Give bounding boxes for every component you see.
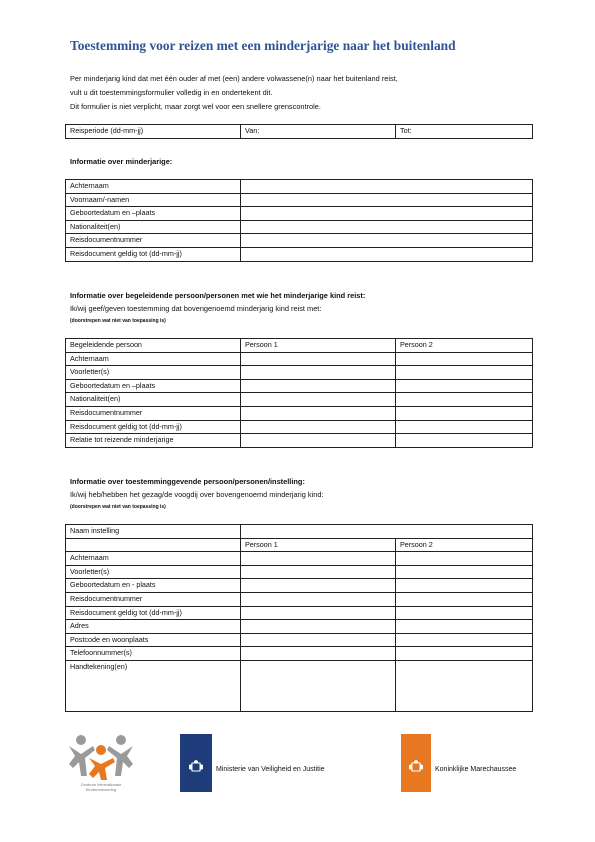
period-to-label: Tot: bbox=[400, 126, 412, 135]
consent-note: (doorstrepen wat niet van toepassing is) bbox=[70, 504, 166, 510]
signature-field-p2[interactable] bbox=[396, 660, 533, 711]
institution-label: Naam instelling bbox=[66, 525, 241, 539]
consent-row-label: Adres bbox=[66, 620, 241, 634]
kmar-logo-bar bbox=[401, 734, 431, 792]
ministry-caption: Ministerie van Veiligheid en Justitie bbox=[216, 766, 325, 773]
consent-row-label: Achternaam bbox=[66, 552, 241, 566]
companion-field-p2[interactable] bbox=[396, 420, 533, 434]
companion-header-person2: Persoon 2 bbox=[396, 339, 533, 353]
consent-field-p1[interactable] bbox=[241, 552, 396, 566]
institution-field[interactable] bbox=[241, 525, 533, 539]
period-table bbox=[65, 124, 533, 139]
centrum-caption: Centrum Internationale Kinderontvoering bbox=[80, 782, 122, 792]
minor-row-label: Voornaam/-namen bbox=[66, 193, 241, 207]
consent-field-p1[interactable] bbox=[241, 620, 396, 634]
consent-header-empty bbox=[66, 538, 241, 552]
minor-row-label: Reisdocument geldig tot (dd-mm-jj) bbox=[66, 247, 241, 261]
companion-field-p1[interactable] bbox=[241, 420, 396, 434]
consent-field-p1[interactable] bbox=[241, 592, 396, 606]
consent-row-label: Telefoonnummer(s) bbox=[66, 647, 241, 661]
companion-header-person1: Persoon 1 bbox=[241, 339, 396, 353]
companion-field-p1[interactable] bbox=[241, 393, 396, 407]
companion-row-label: Geboortedatum en –plaats bbox=[66, 379, 241, 393]
crest-icon bbox=[188, 760, 204, 774]
consent-field-p1[interactable] bbox=[241, 565, 396, 579]
companion-field-p2[interactable] bbox=[396, 352, 533, 366]
minor-row-label: Reisdocumentnummer bbox=[66, 234, 241, 248]
companion-field-p2[interactable] bbox=[396, 434, 533, 448]
consent-field-p2[interactable] bbox=[396, 592, 533, 606]
companion-field-p1[interactable] bbox=[241, 406, 396, 420]
page-title: Toestemming voor reizen met een minderjarige naar het buitenland bbox=[70, 38, 456, 53]
consent-field-p1[interactable] bbox=[241, 647, 396, 661]
companion-row-label: Reisdocumentnummer bbox=[66, 406, 241, 420]
consent-row-label: Postcode en woonplaats bbox=[66, 633, 241, 647]
children-icon bbox=[65, 732, 137, 782]
companion-field-p2[interactable] bbox=[396, 406, 533, 420]
consent-field-p2[interactable] bbox=[396, 620, 533, 634]
companion-header: Begeleidende persoon bbox=[66, 339, 241, 353]
consent-row-label: Geboortedatum en - plaats bbox=[66, 579, 241, 593]
consent-field-p1[interactable] bbox=[241, 606, 396, 620]
minor-field[interactable] bbox=[241, 234, 533, 248]
consent-table bbox=[65, 524, 533, 712]
intro-line: vult u dit toestemmingsformulier volledig in en ondertekent dit. bbox=[70, 88, 273, 97]
intro-line: Per minderjarig kind dat met één ouder af met (een) andere volwassene(n) naar het buitenland reist, bbox=[70, 74, 398, 83]
companion-row-label: Reisdocument geldig tot (dd-mm-jj) bbox=[66, 420, 241, 434]
consent-field-p1[interactable] bbox=[241, 579, 396, 593]
companion-field-p2[interactable] bbox=[396, 366, 533, 380]
consent-field-p2[interactable] bbox=[396, 633, 533, 647]
intro-text bbox=[70, 72, 540, 114]
consent-field-p2[interactable] bbox=[396, 552, 533, 566]
ministry-logo-bar bbox=[180, 734, 212, 792]
centrum-logo bbox=[65, 732, 137, 796]
signature-label: Handtekening(en) bbox=[66, 660, 241, 711]
minor-field[interactable] bbox=[241, 180, 533, 194]
companion-row-label: Nationaliteit(en) bbox=[66, 393, 241, 407]
period-from-field[interactable] bbox=[241, 125, 396, 139]
companion-table bbox=[65, 338, 533, 448]
companion-row-label: Voorletter(s) bbox=[66, 366, 241, 380]
consent-heading: Informatie over toestemminggevende persoon/personen/instelling: bbox=[70, 477, 305, 486]
companion-field-p1[interactable] bbox=[241, 379, 396, 393]
period-to-field[interactable] bbox=[396, 125, 533, 139]
signature-field-p1[interactable] bbox=[241, 660, 396, 711]
minor-field[interactable] bbox=[241, 207, 533, 221]
companion-field-p2[interactable] bbox=[396, 379, 533, 393]
companion-field-p2[interactable] bbox=[396, 393, 533, 407]
consent-header-person1: Persoon 1 bbox=[241, 538, 396, 552]
intro-line: Dit formulier is niet verplicht, maar zorgt wel voor een snellere grenscontrole. bbox=[70, 102, 321, 111]
minor-table bbox=[65, 179, 533, 262]
crest-icon bbox=[408, 760, 424, 774]
companion-row-label: Relatie tot reizende minderjarige bbox=[66, 434, 241, 448]
companion-note: (doorstrepen wat niet van toepassing is) bbox=[70, 318, 166, 324]
minor-field[interactable] bbox=[241, 247, 533, 261]
companion-subtext: Ik/wij geef/geven toestemming dat bovengenoemd minderjarig kind reist met: bbox=[70, 304, 322, 313]
consent-field-p1[interactable] bbox=[241, 633, 396, 647]
consent-row-label: Reisdocumentnummer bbox=[66, 592, 241, 606]
consent-row-label: Voorletter(s) bbox=[66, 565, 241, 579]
period-label: Reisperiode (dd-mm-jj) bbox=[66, 125, 241, 139]
minor-row-label: Geboortedatum en –plaats bbox=[66, 207, 241, 221]
companion-field-p1[interactable] bbox=[241, 434, 396, 448]
companion-heading: Informatie over begeleidende persoon/personen met wie het minderjarige kind reist: bbox=[70, 291, 366, 300]
footer-logos bbox=[0, 732, 595, 797]
minor-row-label: Achternaam bbox=[66, 180, 241, 194]
minor-heading: Informatie over minderjarige: bbox=[70, 157, 173, 166]
consent-subtext: Ik/wij heb/hebben het gezag/de voogdij over bovengenoemd minderjarig kind: bbox=[70, 490, 324, 499]
kmar-caption: Koninklijke Marechaussee bbox=[435, 766, 517, 773]
period-from-label: Van: bbox=[245, 126, 260, 135]
minor-field[interactable] bbox=[241, 193, 533, 207]
companion-field-p1[interactable] bbox=[241, 366, 396, 380]
consent-row-label: Reisdocument geldig tot (dd-mm-jj) bbox=[66, 606, 241, 620]
minor-field[interactable] bbox=[241, 220, 533, 234]
companion-field-p1[interactable] bbox=[241, 352, 396, 366]
minor-row-label: Nationaliteit(en) bbox=[66, 220, 241, 234]
companion-row-label: Achternaam bbox=[66, 352, 241, 366]
consent-field-p2[interactable] bbox=[396, 647, 533, 661]
consent-header-person2: Persoon 2 bbox=[396, 538, 533, 552]
consent-field-p2[interactable] bbox=[396, 565, 533, 579]
consent-field-p2[interactable] bbox=[396, 606, 533, 620]
consent-field-p2[interactable] bbox=[396, 579, 533, 593]
